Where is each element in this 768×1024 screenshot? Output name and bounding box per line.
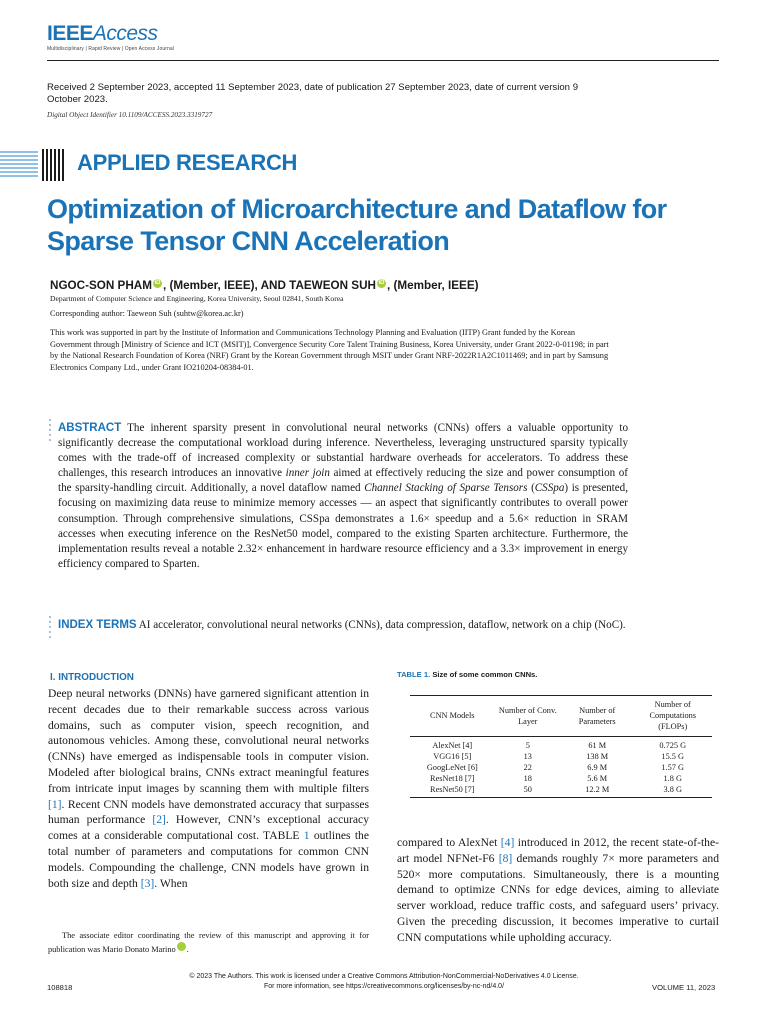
publication-dates: Received 2 September 2023, accepted 11 September 2023, date of publication 27 September 2023, date of current version 9 October 2023. <box>47 82 579 105</box>
abstract-label: ABSTRACT <box>58 422 122 434</box>
author-1: NGOC-SON PHAM <box>50 279 152 292</box>
table-cell: 6.9 M <box>587 763 608 772</box>
table-cell: ResNet18 [7] <box>430 774 475 783</box>
table-cell: 22 <box>523 763 532 772</box>
index-terms <box>58 618 628 633</box>
license-notice <box>120 972 648 991</box>
table-cell: 1.8 G <box>663 774 682 783</box>
body-text: introduced in 2012, the recent state-of-the-art model NFNet-F6 <box>397 836 719 865</box>
table-row <box>410 773 712 784</box>
funding-statement: This work was supported in part by the Institute of Information and Communications Technology Planning and Evaluation (IITP) Grant funded by the Korean Government through [Ministry of Science and ICT (MSIT)], Convergence Security Core Talent Training Business, Korea University, under Grant 2022-0-01198; in part by the National Research Foundation of Korea (NRF) Grant by the Korean Government through MSIT under Grant NRF-2022R1A2C1011469; and in part by Samsung Electronics Company Ltd., under Grant IO210204-08384-01. <box>50 328 609 372</box>
license-line: © 2023 The Authors. This work is licensed under a Creative Commons Attribution-NonCommercial-NoDerivatives 4.0 License. <box>189 973 579 980</box>
abstract-emphasis: inner join <box>285 467 330 480</box>
corresponding-author: Corresponding author: Taeweon Suh (suhtw@korea.ac.kr) <box>50 309 244 318</box>
orcid-icon[interactable]: iD <box>177 942 186 951</box>
table-row <box>410 784 712 798</box>
table-header-cell: Number of Conv. Layer <box>495 696 561 737</box>
author-1-membership: , (Member, IEEE), AND <box>162 279 290 292</box>
author-2: TAEWEON SUH <box>289 279 376 292</box>
table-header-row <box>410 696 712 737</box>
author-2-membership: , (Member, IEEE) <box>386 279 479 292</box>
table-row <box>410 762 712 773</box>
orcid-icon[interactable]: iD <box>154 280 161 286</box>
index-terms-marker-icon <box>48 616 52 641</box>
doi: Digital Object Identifier 10.1109/ACCESS.2023.3319727 <box>47 111 213 119</box>
abstract-text: ) is presented, focusing on maximizing data reuse to minimize memory accesses — an aspect that significantly contributes to overall power consumption. Through comprehensive simulations, CSSpa demonstrates a 1.6× speedup and a 5.6× reduction in SRAM accesses when executing inference on the ResNet50 model, compared to the existing Sparten architecture. Furthermore, the implementation results reveal a notable 2.32× enhancement in hardware resource efficiency and a 3.3× improvement in energy efficiency compared to Sparten. <box>58 482 629 570</box>
body-text: . Recent CNN models have demonstrated accuracy that surpasses human performance <box>48 797 369 827</box>
table-cell: 1.57 G <box>661 763 685 772</box>
cnn-size-table <box>410 695 712 798</box>
table-cell: 5.6 M <box>587 774 608 783</box>
table-cell: GoogLeNet [6] <box>426 763 478 772</box>
logo-access: Access <box>92 22 158 45</box>
volume-info: VOLUME 11, 2023 <box>652 983 716 992</box>
page-number: 108818 <box>47 983 73 992</box>
table-cell: 138 M <box>586 752 609 761</box>
citation-link[interactable]: [1] <box>48 797 62 811</box>
table-cell: ResNet50 [7] <box>410 784 495 798</box>
body-text: . However, CNN’s exceptional accuracy comes at a considerable computational cost. TABLE <box>48 813 369 843</box>
footnote-text: The associate editor coordinating the review of this manuscript and approving it for publication was Mario Donato Marino <box>48 931 369 954</box>
editor-footnote: The associate editor coordinating the review of this manuscript and approving it for publication was Mario Donato Marino iD. <box>48 931 369 954</box>
citation-link[interactable]: [3] <box>140 876 155 890</box>
table-cell: VGG16 [5] <box>433 752 472 761</box>
table-row <box>410 737 712 752</box>
logo-ieee: IEEE <box>47 22 93 45</box>
table-cell: 61 M <box>588 741 607 750</box>
table-header-cell: Number of Parameters <box>561 696 633 737</box>
table-cell: 5 <box>525 741 530 750</box>
table-cell: 13 <box>523 752 532 761</box>
table-cell: 15.5 G <box>661 752 685 761</box>
abstract-text: ( <box>527 482 535 495</box>
table-header-cell: Number of Computations (FLOPs) <box>633 696 712 737</box>
license-link[interactable]: For more information, see https://creativecommons.org/licenses/by-nc-nd/4.0/ <box>263 982 505 990</box>
table-row <box>410 751 712 762</box>
body-text: Deep neural networks (DNNs) have garnered significant attention in recent decades due to their remarkable success across various domains, such as computer vision, speech recognition, and autonomous vehicles. Among these, convolutional neural networks (CNNs) have emerged as indispensable tools in computer vision. Modeled after biological brains, CNNs extract meaningful features from intricate input images by scanning them with multiple filters <box>48 687 369 795</box>
author-line <box>50 279 479 292</box>
body-text: demands roughly 7× more parameters and 520× more computations. Simultaneously, there is a mounting demand to optimize CNNs for edge devices, aiming to alleviate server workload, reduce traffic costs, and safeguard users’ privacy. Given the preceding discussion, it becomes imperative to curtail CNN computations while upholding accuracy. <box>397 851 719 944</box>
journal-tagline: Multidisciplinary | Rapid Review | Open Access Journal <box>47 46 174 52</box>
citation-link[interactable]: [8] <box>498 851 513 865</box>
table-caption-label: TABLE 1. <box>397 670 431 679</box>
abstract-emphasis: Channel Stacking of Sparse Tensors <box>364 482 528 495</box>
banner-stripes-icon <box>0 149 68 181</box>
table-cell: 18 <box>523 774 532 783</box>
journal-logo <box>47 22 158 46</box>
body-text: outlines the total number of parameters and computations for common CNN models. Compounding the challenge, CNN models have grown in both size and depth <box>48 829 369 890</box>
index-terms-text: AI accelerator, convolutional neural networks (CNNs), data compression, dataflow, network on a chip (NoC). <box>136 619 626 631</box>
table-cell: 3.8 G <box>633 784 712 798</box>
table-caption <box>397 670 537 679</box>
abstract-text: aimed at effectively reducing the size and power consumption of the sparsity-handling circuit. Additionally, a novel dataflow named <box>58 467 628 495</box>
abstract <box>58 421 628 572</box>
affiliation: Department of Computer Science and Engineering, Korea University, Seoul 02841, South Korea <box>50 294 344 303</box>
section-banner: APPLIED RESEARCH <box>77 150 298 175</box>
body-text: compared to AlexNet <box>397 836 501 849</box>
table-cell: 12.2 M <box>561 784 633 798</box>
header-rule <box>47 60 719 61</box>
body-text: . When <box>154 876 188 890</box>
table-cell: AlexNet [4] <box>432 741 473 750</box>
abstract-emphasis: CSSpa <box>534 482 565 495</box>
paper-title: Optimization of Microarchitecture and Dataflow for Sparse Tensor CNN Acceleration <box>47 194 667 256</box>
index-terms-label: INDEX TERMS <box>58 619 137 631</box>
abstract-marker-icon <box>48 419 52 444</box>
citation-link[interactable]: [4] <box>500 836 515 849</box>
citation-link[interactable]: [2] <box>152 813 166 827</box>
table-link[interactable]: 1 <box>303 829 310 843</box>
table-cell: 50 <box>495 784 561 798</box>
introduction-paragraph <box>48 686 369 891</box>
table-cell: 0.725 G <box>659 741 687 750</box>
introduction-paragraph-continued <box>397 835 719 946</box>
table-header-cell: CNN Models <box>410 696 495 737</box>
abstract-text: The inherent sparsity present in convolutional neural networks (CNNs) offers a valuable opportunity to significantly decrease the computational workload during inference. Nevertheless, leveraging unstructured sparsity typically comes with the trade-off of increased complexity or substantial hardware overheads for accelerators. To address these challenges, this research introduces an innovative <box>58 422 628 480</box>
table-caption-text: Size of some common CNNs. <box>430 670 538 679</box>
section-heading-introduction: I. INTRODUCTION <box>50 672 134 683</box>
orcid-icon[interactable]: iD <box>378 280 385 286</box>
